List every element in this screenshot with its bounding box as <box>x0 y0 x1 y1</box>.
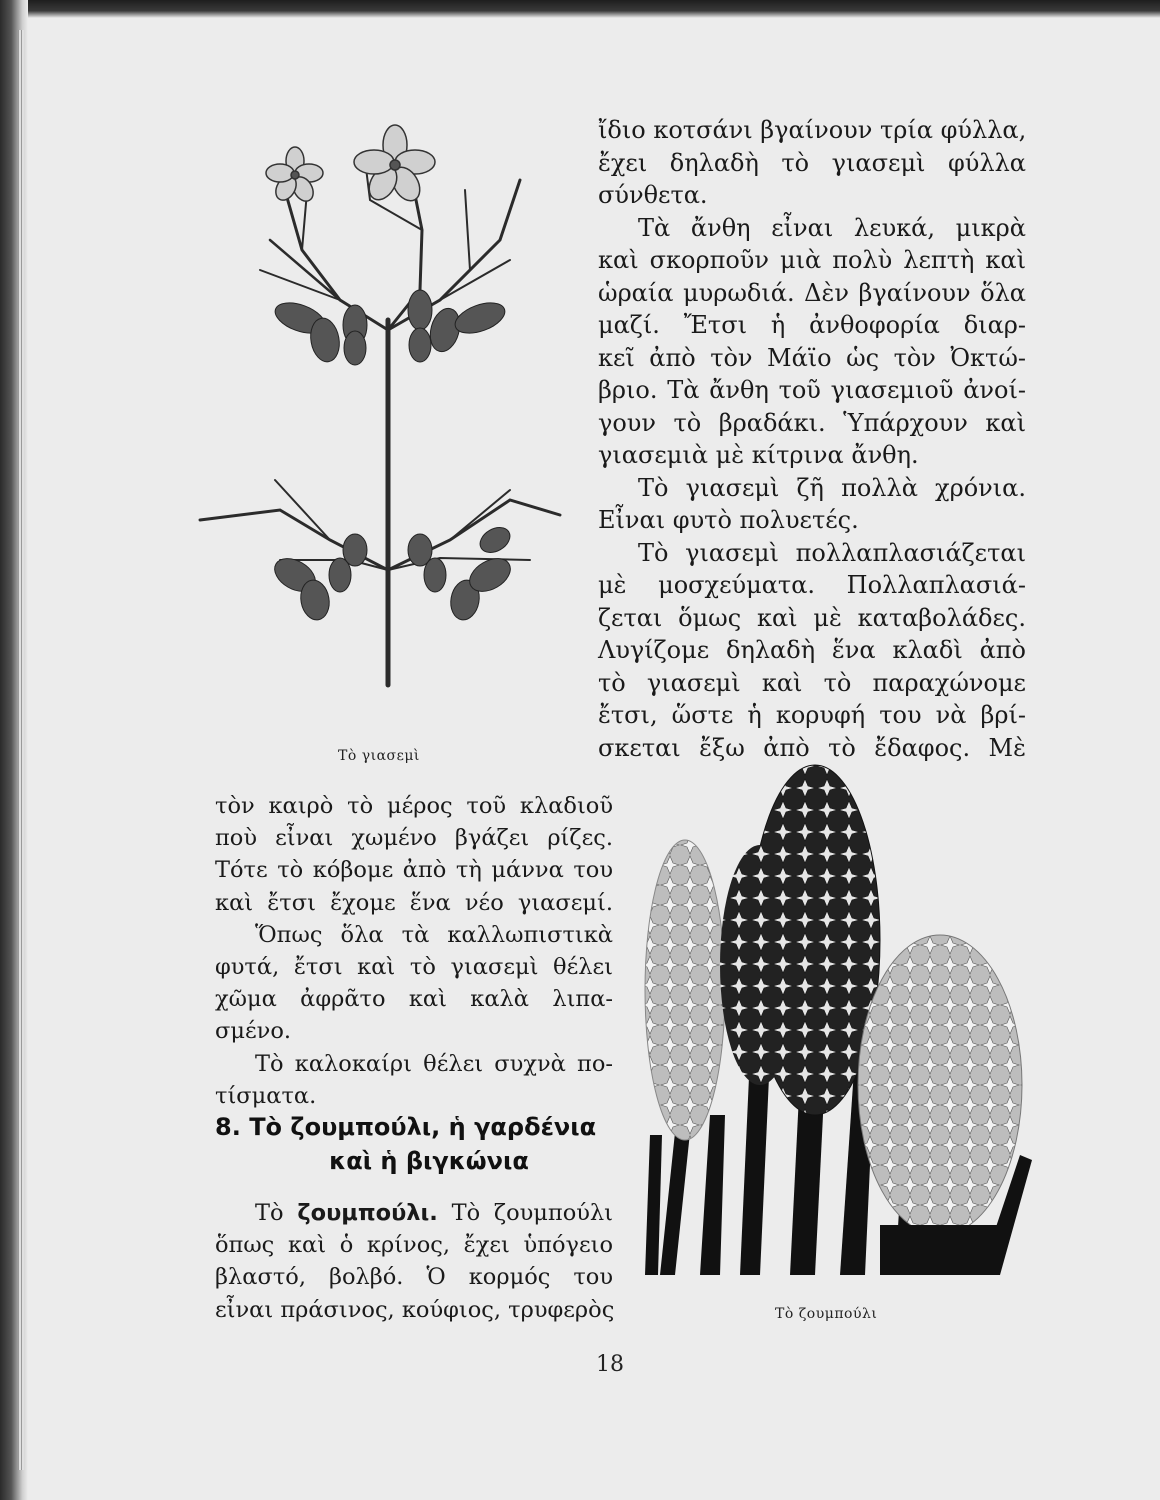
text-line: ζεται ὅμως καὶ μὲ καταβολάδες. <box>598 603 1026 632</box>
text-line: Ὅπως ὅλα τὰ καλλωπιστικὰ <box>255 921 613 948</box>
text-line: εἶναι πράσινος, κούφιος, τρυφερὸς <box>215 1296 615 1323</box>
left-column-text <box>215 790 613 1112</box>
jasmine-caption: Τὸ γιασεμὶ <box>338 748 420 764</box>
text-line: ποὺ εἶναι χωμένο βγάζει ρίζες. <box>215 825 613 852</box>
text-line: καὶ σκορποῦν μιὰ πολὺ λεπτὴ καὶ <box>598 246 1026 274</box>
text-line: καὶ ἔτσι ἔχομε ἕνα νέο γιασεμί. <box>215 889 613 916</box>
text-line: Τὸ γιασεμὶ ζῆ πολλὰ χρόνια. <box>638 473 1026 502</box>
text-line: ἴδιο κοτσάνι βγαίνουν τρία φύλλα, <box>598 116 1027 144</box>
text-line: Τὸ καλοκαίρι θέλει συχνὰ πο- <box>255 1050 613 1077</box>
section-body-text <box>215 1197 613 1326</box>
text-line: μαζί. Ἔτσι ἡ ἀνθοφορία διαρ- <box>598 311 1026 339</box>
scan-top-edge <box>0 0 1160 18</box>
text-line: βριο. Τὰ ἄνθη τοῦ γιασεμιοῦ ἀνοί- <box>598 376 1026 404</box>
text-line: ὅπως καὶ ὁ κρίνος, ἔχει ὑπόγειο <box>215 1232 613 1259</box>
text-line: ὡραία μυρωδιά. Δὲν βγαίνουν ὅλα <box>598 278 1026 307</box>
section-lead-line <box>215 1197 613 1229</box>
hyacinth-illustration <box>640 755 1040 1295</box>
text-line: τίσματα. <box>215 1082 317 1109</box>
text-line: γουν τὸ βραδάκι. Ὑπάρχουν καὶ <box>598 408 1026 437</box>
right-column-text <box>598 114 1026 764</box>
text-line: ἔχει δηλαδὴ τὸ γιασεμὶ φύλλα <box>598 148 1026 177</box>
text-line: τὸν καιρὸ τὸ μέρος τοῦ κλαδιοῦ <box>215 793 613 819</box>
text-line: ἔτσι, ὥστε ἡ κορυφή του νὰ βρί- <box>598 701 1026 729</box>
section-title-line-1: Τὸ ζουμπούλι, ἡ γαρδένια <box>249 1113 597 1141</box>
section-heading <box>215 1110 613 1178</box>
text-line: σμένο. <box>215 1018 292 1045</box>
text-line: τὸ γιασεμὶ καὶ τὸ παραχώνομε <box>598 668 1026 697</box>
section-heading-line-1 <box>215 1110 613 1144</box>
text-line: Τότε τὸ κόβομε ἀπὸ τὴ μάννα του <box>215 857 613 884</box>
page-number: 18 <box>596 1352 624 1377</box>
text-line: Λυγίζομε δηλαδὴ ἕνα κλαδὶ ἀπὸ <box>598 636 1026 664</box>
text-line: Τὰ ἄνθη εἶναι λευκά, μικρὰ <box>638 213 1026 242</box>
text-line: χῶμα ἀφρᾶτο καὶ καλὰ λιπα- <box>215 986 613 1013</box>
section-number: 8. <box>215 1113 241 1141</box>
text-line: μὲ μοσχεύματα. Πολλαπλασιά- <box>598 571 1026 599</box>
hyacinth-caption: Τὸ ζουμπούλι <box>775 1306 878 1322</box>
text-line: Τὸ γιασεμὶ πολλαπλασιάζεται <box>638 538 1026 567</box>
page-stack-edge <box>18 30 24 1470</box>
jasmine-illustration <box>190 120 570 690</box>
text-line: γιασεμιὰ μὲ κίτρινα ἄνθη. <box>598 441 919 469</box>
text-line: σύνθετα. <box>598 181 708 209</box>
lead-term: ζουμπούλι. <box>297 1200 438 1226</box>
text-line: φυτά, ἔτσι καὶ τὸ γιασεμὶ θέλει <box>215 954 613 981</box>
text-line: κεῖ ἀπὸ τὸν Μάϊο ὡς τὸν Ὀκτώ- <box>598 343 1026 372</box>
lead-rest: Τὸ ζουμπούλι <box>451 1200 614 1226</box>
lead-prefix: Τὸ <box>255 1200 284 1226</box>
section-title-line-2: καὶ ἡ βιγκώνια <box>329 1147 529 1175</box>
text-line: Εἶναι φυτὸ πολυετές. <box>598 506 859 534</box>
text-line: σκεται ἔξω ἀπὸ τὸ ἔδαφος. Μὲ <box>598 733 1026 762</box>
text-line: βλαστό, βολβό. Ὁ κορμός του <box>215 1264 613 1291</box>
